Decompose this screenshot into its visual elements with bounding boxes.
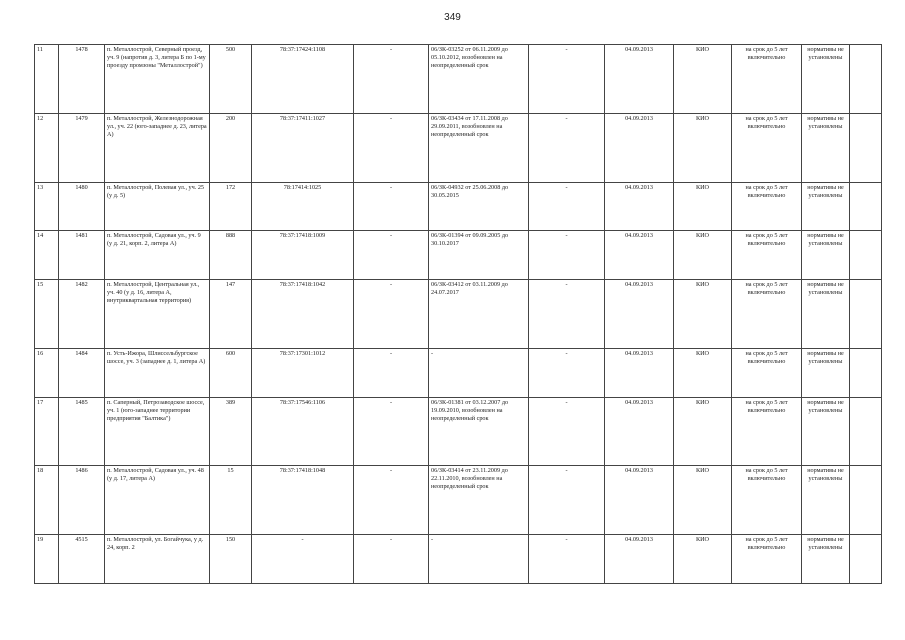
row-number: 16 bbox=[35, 348, 59, 397]
dash-cell: - bbox=[354, 231, 429, 280]
norm-cell: нормативы не установлены bbox=[802, 113, 850, 182]
organization-cell: КИО bbox=[674, 113, 732, 182]
norm-cell: нормативы не установлены bbox=[802, 182, 850, 231]
date-cell: 04.09.2013 bbox=[605, 535, 674, 584]
cadastral-number-cell: 78:17414:1025 bbox=[252, 182, 354, 231]
empty-cell bbox=[850, 113, 882, 182]
dash-cell: - bbox=[354, 466, 429, 535]
area-cell: 200 bbox=[210, 113, 252, 182]
dash-cell: - bbox=[354, 182, 429, 231]
contract-cell: 06/ЗК-04932 от 25.06.2008 до 30.05.2015 bbox=[429, 182, 529, 231]
norm-cell: нормативы не установлены bbox=[802, 348, 850, 397]
cadastral-number-cell: 78:37:17411:1027 bbox=[252, 113, 354, 182]
dash-cell: - bbox=[529, 182, 605, 231]
term-cell: на срок до 5 лет включительно bbox=[732, 466, 802, 535]
registry-number: 1486 bbox=[59, 466, 105, 535]
term-cell: на срок до 5 лет включительно bbox=[732, 397, 802, 466]
registry-number: 1479 bbox=[59, 113, 105, 182]
organization-cell: КИО bbox=[674, 466, 732, 535]
row-number: 19 bbox=[35, 535, 59, 584]
table-row bbox=[35, 45, 882, 114]
row-number: 14 bbox=[35, 231, 59, 280]
address-cell: п. Металлострой, Железнодорожная ул., уч. 22 (юго-западнее д. 23, литера А) bbox=[105, 113, 210, 182]
cadastral-number-cell: - bbox=[252, 535, 354, 584]
table-row bbox=[35, 182, 882, 231]
dash-cell: - bbox=[354, 535, 429, 584]
area-cell: 500 bbox=[210, 45, 252, 114]
area-cell: 389 bbox=[210, 397, 252, 466]
dash-cell: - bbox=[354, 45, 429, 114]
contract-cell: - bbox=[429, 535, 529, 584]
row-number: 15 bbox=[35, 280, 59, 349]
dash-cell: - bbox=[354, 113, 429, 182]
row-number: 13 bbox=[35, 182, 59, 231]
empty-cell bbox=[850, 535, 882, 584]
page-number: 349 bbox=[444, 12, 461, 23]
dash-cell: - bbox=[529, 348, 605, 397]
cadastral-number-cell: 78:37:17546:1106 bbox=[252, 397, 354, 466]
table-row bbox=[35, 113, 882, 182]
registry-number: 1482 bbox=[59, 280, 105, 349]
organization-cell: КИО bbox=[674, 348, 732, 397]
area-cell: 147 bbox=[210, 280, 252, 349]
norm-cell: нормативы не установлены bbox=[802, 280, 850, 349]
organization-cell: КИО bbox=[674, 231, 732, 280]
empty-cell bbox=[850, 348, 882, 397]
area-cell: 15 bbox=[210, 466, 252, 535]
empty-cell bbox=[850, 280, 882, 349]
norm-cell: нормативы не установлены bbox=[802, 231, 850, 280]
address-cell: п. Усть-Ижора, Шлиссельбургское шоссе, уч. 3 (западнее д. 1, литера А) bbox=[105, 348, 210, 397]
dash-cell: - bbox=[354, 348, 429, 397]
dash-cell: - bbox=[529, 535, 605, 584]
table-row bbox=[35, 231, 882, 280]
date-cell: 04.09.2013 bbox=[605, 280, 674, 349]
term-cell: на срок до 5 лет включительно bbox=[732, 280, 802, 349]
dash-cell: - bbox=[529, 280, 605, 349]
cadastral-number-cell: 78:37:17424:1108 bbox=[252, 45, 354, 114]
registry-table bbox=[34, 44, 882, 584]
contract-cell: 06/ЗК-03252 от 06.11.2009 до 05.10.2012, возобновлен на неопределенный срок bbox=[429, 45, 529, 114]
table-row bbox=[35, 280, 882, 349]
table-row bbox=[35, 466, 882, 535]
address-cell: п. Металлострой, Садовая ул., уч. 9 (у д. 21, корп. 2, литера А) bbox=[105, 231, 210, 280]
dash-cell: - bbox=[354, 280, 429, 349]
area-cell: 600 bbox=[210, 348, 252, 397]
date-cell: 04.09.2013 bbox=[605, 466, 674, 535]
organization-cell: КИО bbox=[674, 397, 732, 466]
term-cell: на срок до 5 лет включительно bbox=[732, 231, 802, 280]
dash-cell: - bbox=[354, 397, 429, 466]
table-row bbox=[35, 348, 882, 397]
address-cell: п. Металлострой, Полевая ул., уч. 25 (у д. 5) bbox=[105, 182, 210, 231]
address-cell: п. Металлострой, Центральная ул., уч. 40 (у д. 16, литера А, внутриквартальная территория) bbox=[105, 280, 210, 349]
cadastral-number-cell: 78:37:17418:1042 bbox=[252, 280, 354, 349]
contract-cell: 06/ЗК-01381 от 03.12.2007 до 19.09.2010, возобновлен на неопределенный срок bbox=[429, 397, 529, 466]
address-cell: п. Саперный, Петрозаводское шоссе, уч. 1 (юго-западнее территории предприятия "Балтика") bbox=[105, 397, 210, 466]
address-cell: п. Металлострой, Северный проезд, уч. 9 (напротив д. 3, литера Б по 1-му проезду промзоны "Металлострой") bbox=[105, 45, 210, 114]
norm-cell: нормативы не установлены bbox=[802, 535, 850, 584]
organization-cell: КИО bbox=[674, 182, 732, 231]
term-cell: на срок до 5 лет включительно bbox=[732, 535, 802, 584]
norm-cell: нормативы не установлены bbox=[802, 45, 850, 114]
organization-cell: КИО bbox=[674, 535, 732, 584]
date-cell: 04.09.2013 bbox=[605, 45, 674, 114]
area-cell: 150 bbox=[210, 535, 252, 584]
term-cell: на срок до 5 лет включительно bbox=[732, 348, 802, 397]
registry-number: 1481 bbox=[59, 231, 105, 280]
table-row bbox=[35, 397, 882, 466]
table-row bbox=[35, 535, 882, 584]
registry-number: 1480 bbox=[59, 182, 105, 231]
table-body bbox=[35, 45, 882, 584]
term-cell: на срок до 5 лет включительно bbox=[732, 182, 802, 231]
contract-cell: 06/ЗК-03412 от 03.11.2009 до 24.07.2017 bbox=[429, 280, 529, 349]
empty-cell bbox=[850, 231, 882, 280]
row-number: 17 bbox=[35, 397, 59, 466]
row-number: 11 bbox=[35, 45, 59, 114]
empty-cell bbox=[850, 397, 882, 466]
date-cell: 04.09.2013 bbox=[605, 397, 674, 466]
area-cell: 888 bbox=[210, 231, 252, 280]
address-cell: п. Металлострой, Садовая ул., уч. 48 (у д. 17, литера А) bbox=[105, 466, 210, 535]
cadastral-number-cell: 78:37:17418:1048 bbox=[252, 466, 354, 535]
cadastral-number-cell: 78:37:17301:1012 bbox=[252, 348, 354, 397]
area-cell: 172 bbox=[210, 182, 252, 231]
row-number: 18 bbox=[35, 466, 59, 535]
term-cell: на срок до 5 лет включительно bbox=[732, 113, 802, 182]
dash-cell: - bbox=[529, 397, 605, 466]
registry-number: 4515 bbox=[59, 535, 105, 584]
norm-cell: нормативы не установлены bbox=[802, 397, 850, 466]
contract-cell: 06/ЗК-01394 от 09.09.2005 до 30.10.2017 bbox=[429, 231, 529, 280]
date-cell: 04.09.2013 bbox=[605, 348, 674, 397]
contract-cell: 06/ЗК-03414 от 23.11.2009 до 22.11.2010, возобновлен на неопределенный срок bbox=[429, 466, 529, 535]
date-cell: 04.09.2013 bbox=[605, 113, 674, 182]
dash-cell: - bbox=[529, 466, 605, 535]
empty-cell bbox=[850, 182, 882, 231]
row-number: 12 bbox=[35, 113, 59, 182]
date-cell: 04.09.2013 bbox=[605, 182, 674, 231]
date-cell: 04.09.2013 bbox=[605, 231, 674, 280]
term-cell: на срок до 5 лет включительно bbox=[732, 45, 802, 114]
organization-cell: КИО bbox=[674, 280, 732, 349]
cadastral-number-cell: 78:37:17418:1009 bbox=[252, 231, 354, 280]
organization-cell: КИО bbox=[674, 45, 732, 114]
dash-cell: - bbox=[529, 113, 605, 182]
registry-number: 1478 bbox=[59, 45, 105, 114]
registry-number: 1484 bbox=[59, 348, 105, 397]
empty-cell bbox=[850, 466, 882, 535]
contract-cell: 06/ЗК-03434 от 17.11.2008 до 29.09.2011, возобновлен на неопределенный срок bbox=[429, 113, 529, 182]
norm-cell: нормативы не установлены bbox=[802, 466, 850, 535]
dash-cell: - bbox=[529, 231, 605, 280]
dash-cell: - bbox=[529, 45, 605, 114]
address-cell: п. Металлострой, ул. Богайчука, у д. 24, корп. 2 bbox=[105, 535, 210, 584]
empty-cell bbox=[850, 45, 882, 114]
registry-number: 1485 bbox=[59, 397, 105, 466]
contract-cell: - bbox=[429, 348, 529, 397]
